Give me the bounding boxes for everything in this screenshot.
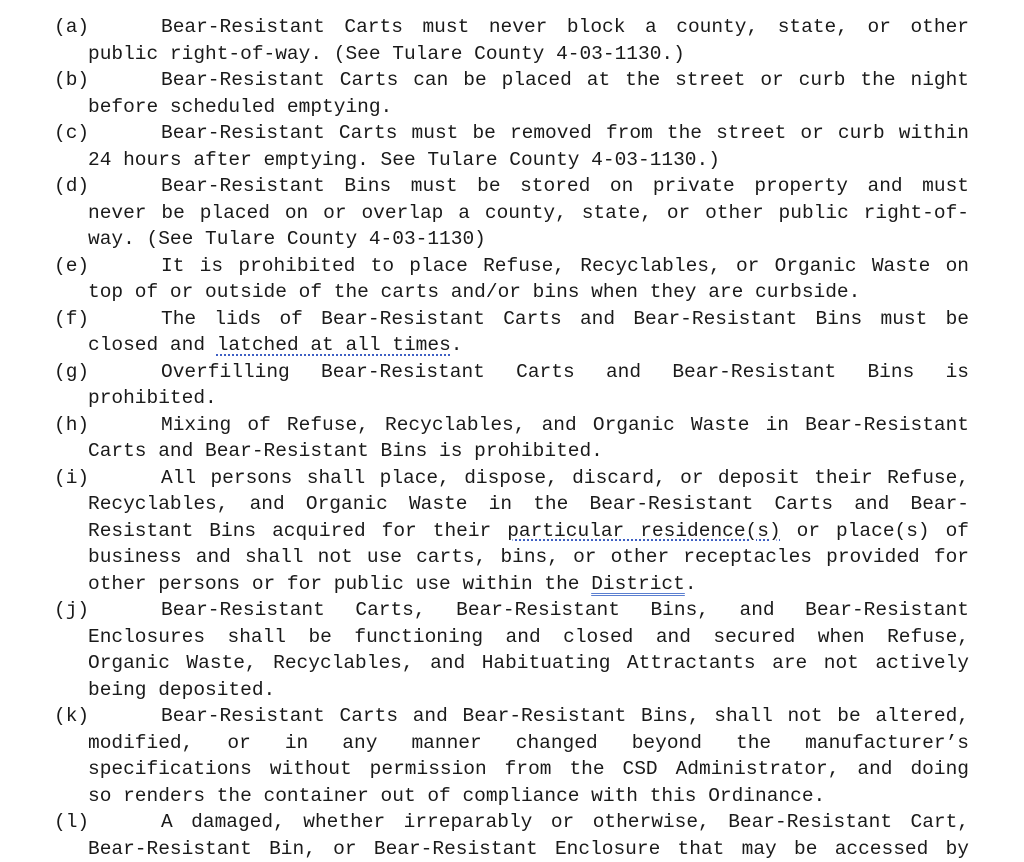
clause-line: Bear-Resistant Bin, or Bear-Resistant Enclosure that may be accessed by bbox=[88, 836, 969, 862]
clause-line: being deposited. bbox=[88, 677, 969, 704]
clause-line bbox=[88, 332, 969, 359]
clause-line: prohibited. bbox=[88, 385, 969, 412]
clause-line: Carts and Bear-Resistant Bins is prohibited. bbox=[88, 438, 969, 465]
clause-line: way. (See Tulare County 4-03-1130) bbox=[88, 226, 969, 253]
grammar-underline[interactable]: particular residence(s) bbox=[507, 520, 780, 542]
clause-line: modified, or in any manner changed beyond the manufacturer’s bbox=[88, 730, 969, 757]
clause-line: Bear-Resistant Carts must never block a county, state, or other bbox=[161, 14, 969, 41]
clause-marker: (l) bbox=[54, 809, 89, 836]
clause-marker: (e) bbox=[54, 253, 89, 280]
clause-line: 24 hours after emptying. See Tulare County 4-03-1130.) bbox=[88, 147, 969, 174]
line-text: other persons or for public use within the bbox=[88, 573, 591, 595]
line-text: or place(s) of bbox=[781, 520, 969, 542]
line-text: Resistant Bins acquired for their bbox=[88, 520, 507, 542]
clause-marker: (f) bbox=[54, 306, 89, 333]
clause-line: top of or outside of the carts and/or bins when they are curbside. bbox=[88, 279, 969, 306]
clause-marker: (h) bbox=[54, 412, 89, 439]
clause-marker: (k) bbox=[54, 703, 89, 730]
clause-line: Bear-Resistant Bins must be stored on private property and must bbox=[161, 173, 969, 200]
clause-line: never be placed on or overlap a county, state, or other public right-of- bbox=[88, 200, 969, 227]
clause-line bbox=[88, 571, 969, 598]
clause-marker: (j) bbox=[54, 597, 89, 624]
clause-line: Bear-Resistant Carts and Bear-Resistant Bins, shall not be altered, bbox=[161, 703, 969, 730]
clause-line: Enclosures shall be functioning and closed and secured when Refuse, bbox=[88, 624, 969, 651]
grammar-underline[interactable]: latched at all times bbox=[217, 334, 451, 356]
clause-marker: (g) bbox=[54, 359, 89, 386]
clause-line: so renders the container out of compliance with this Ordinance. bbox=[88, 783, 969, 810]
clause-line: public right-of-way. (See Tulare County 4-03-1130.) bbox=[88, 41, 969, 68]
clause-marker: (d) bbox=[54, 173, 89, 200]
clause-line: before scheduled emptying. bbox=[88, 94, 969, 121]
line-text: closed and bbox=[88, 334, 217, 356]
clause-line: Recyclables, and Organic Waste in the Bear-Resistant Carts and Bear- bbox=[88, 491, 969, 518]
clause-line: Bear-Resistant Carts, Bear-Resistant Bins, and Bear-Resistant bbox=[161, 597, 969, 624]
clause-line: Bear-Resistant Carts can be placed at the street or curb the night bbox=[161, 67, 969, 94]
clause-marker: (i) bbox=[54, 465, 89, 492]
clause-line: specifications without permission from the CSD Administrator, and doing bbox=[88, 756, 969, 783]
clause-line: All persons shall place, dispose, discard, or deposit their Refuse, bbox=[161, 465, 969, 492]
clause-line: Organic Waste, Recyclables, and Habituating Attractants are not actively bbox=[88, 650, 969, 677]
clause-line: It is prohibited to place Refuse, Recyclables, or Organic Waste on bbox=[161, 253, 969, 280]
clause-marker: (c) bbox=[54, 120, 89, 147]
clause-line: business and shall not use carts, bins, or other receptacles provided for bbox=[88, 544, 969, 571]
clause-line: Overfilling Bear-Resistant Carts and Bear-Resistant Bins is bbox=[161, 359, 969, 386]
clause-marker: (a) bbox=[54, 14, 89, 41]
clause-line bbox=[88, 518, 969, 545]
clause-line: Bear-Resistant Carts must be removed from the street or curb within bbox=[161, 120, 969, 147]
clause-marker: (b) bbox=[54, 67, 89, 94]
line-text: . bbox=[451, 334, 463, 356]
clause-line: A damaged, whether irreparably or otherwise, Bear-Resistant Cart, bbox=[161, 809, 969, 836]
line-text: . bbox=[685, 573, 697, 595]
clause-line: Mixing of Refuse, Recyclables, and Organic Waste in Bear-Resistant bbox=[161, 412, 969, 439]
clause-line: The lids of Bear-Resistant Carts and Bear-Resistant Bins must be bbox=[161, 306, 969, 333]
grammar-underline[interactable]: District bbox=[591, 573, 685, 595]
